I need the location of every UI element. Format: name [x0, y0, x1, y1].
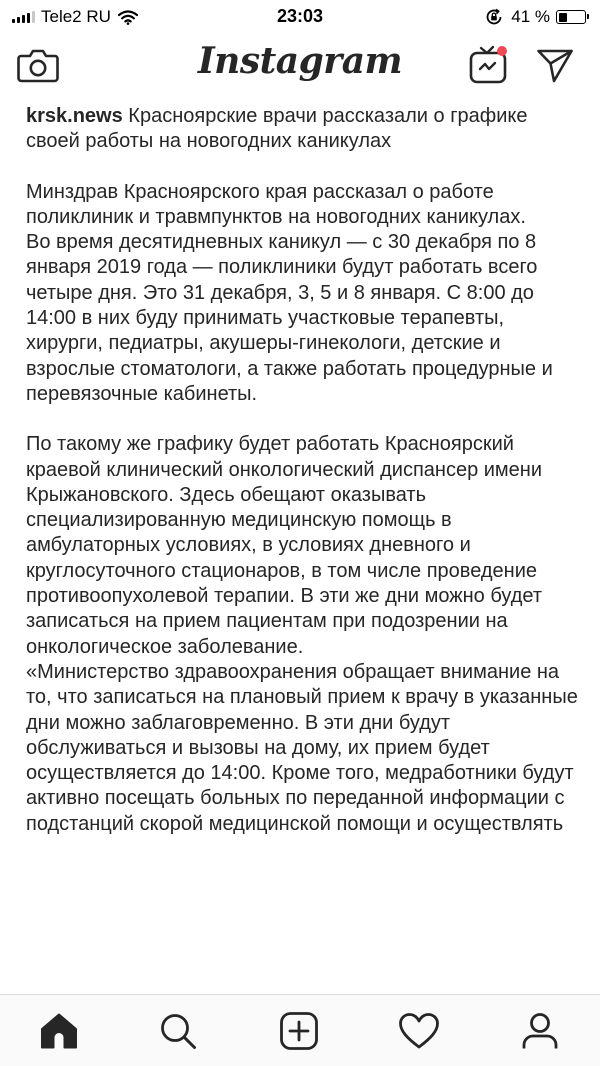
- new-post-icon: [279, 1011, 319, 1051]
- tab-profile[interactable]: [518, 1009, 562, 1053]
- status-time: 23:03: [276, 6, 324, 26]
- caption-heading: [26, 104, 582, 155]
- top-nav: [0, 34, 600, 100]
- status-right: [485, 7, 586, 27]
- tab-activity[interactable]: [397, 1009, 441, 1053]
- activity-heart-icon: [398, 1012, 440, 1050]
- tab-search[interactable]: [156, 1009, 200, 1053]
- caption-paragraph: Во время десятидневных каникул — с 30 декабря по 8 января 2019 года — поликлиники будут работать всего четыре дня. Это 31 декабря, 3, 5 и 8 января. С 8:00 до 14:00 в них буду принимать участковые терапевты, хирурги, педиатры, акушеры-гинекологи, детские и взрослые стоматологи, а также работать процедурные и перевязочные кабинеты.: [26, 231, 553, 405]
- caption-paragraph: По такому же графику будет работать Красноярский краевой клинический онкологический диспансер имени Крыжановского. Здесь обещают оказывать специализированную медицинскую помощь в амбулаторных условиях, в условиях дневного и круглосуточного стационаров, в том числе проведение противоопухолевой терапии. В эти же дни можно будет записаться на прием пациентам при подозрении на онкологическое заболевание.: [26, 433, 543, 658]
- search-icon: [158, 1011, 198, 1051]
- profile-icon: [520, 1011, 560, 1051]
- caption-paragraph: «Министерство здравоохранения обращает внимание на то, что записаться на плановый прием к врачу в указанные дни можно заблаговременно. В эти дни будут обслуживаться и вызовы на дому, их прием будет осуществляется до 14:00. Кроме того, медработники будут активно посещать больных по переданной информации с подстанций скорой медицинской помощи и осуществлять: [26, 660, 578, 835]
- battery-percent: 41 %: [511, 7, 550, 26]
- status-bar: [0, 0, 600, 34]
- post-title: Красноярские врачи рассказали о графике своей работы на новогодних каникулах: [26, 105, 528, 153]
- tab-new-post[interactable]: [277, 1009, 321, 1053]
- battery-icon: [556, 10, 586, 24]
- post-caption: [26, 104, 582, 992]
- home-icon: [39, 1012, 79, 1050]
- igtv-icon[interactable]: [468, 42, 510, 86]
- instagram-logo: Instagram: [197, 40, 403, 82]
- direct-message-icon[interactable]: [536, 48, 574, 84]
- caption-paragraph: Минздрав Красноярского края рассказал о работе поликлиник и травмпунктов на новогодних каникулах.: [26, 180, 526, 228]
- carrier-name: Tele2 RU: [41, 7, 111, 26]
- tab-home[interactable]: [37, 1009, 81, 1053]
- bottom-tab-bar: [0, 994, 600, 1066]
- post-username[interactable]: krsk.news: [26, 105, 123, 127]
- orientation-lock-icon: [485, 8, 503, 26]
